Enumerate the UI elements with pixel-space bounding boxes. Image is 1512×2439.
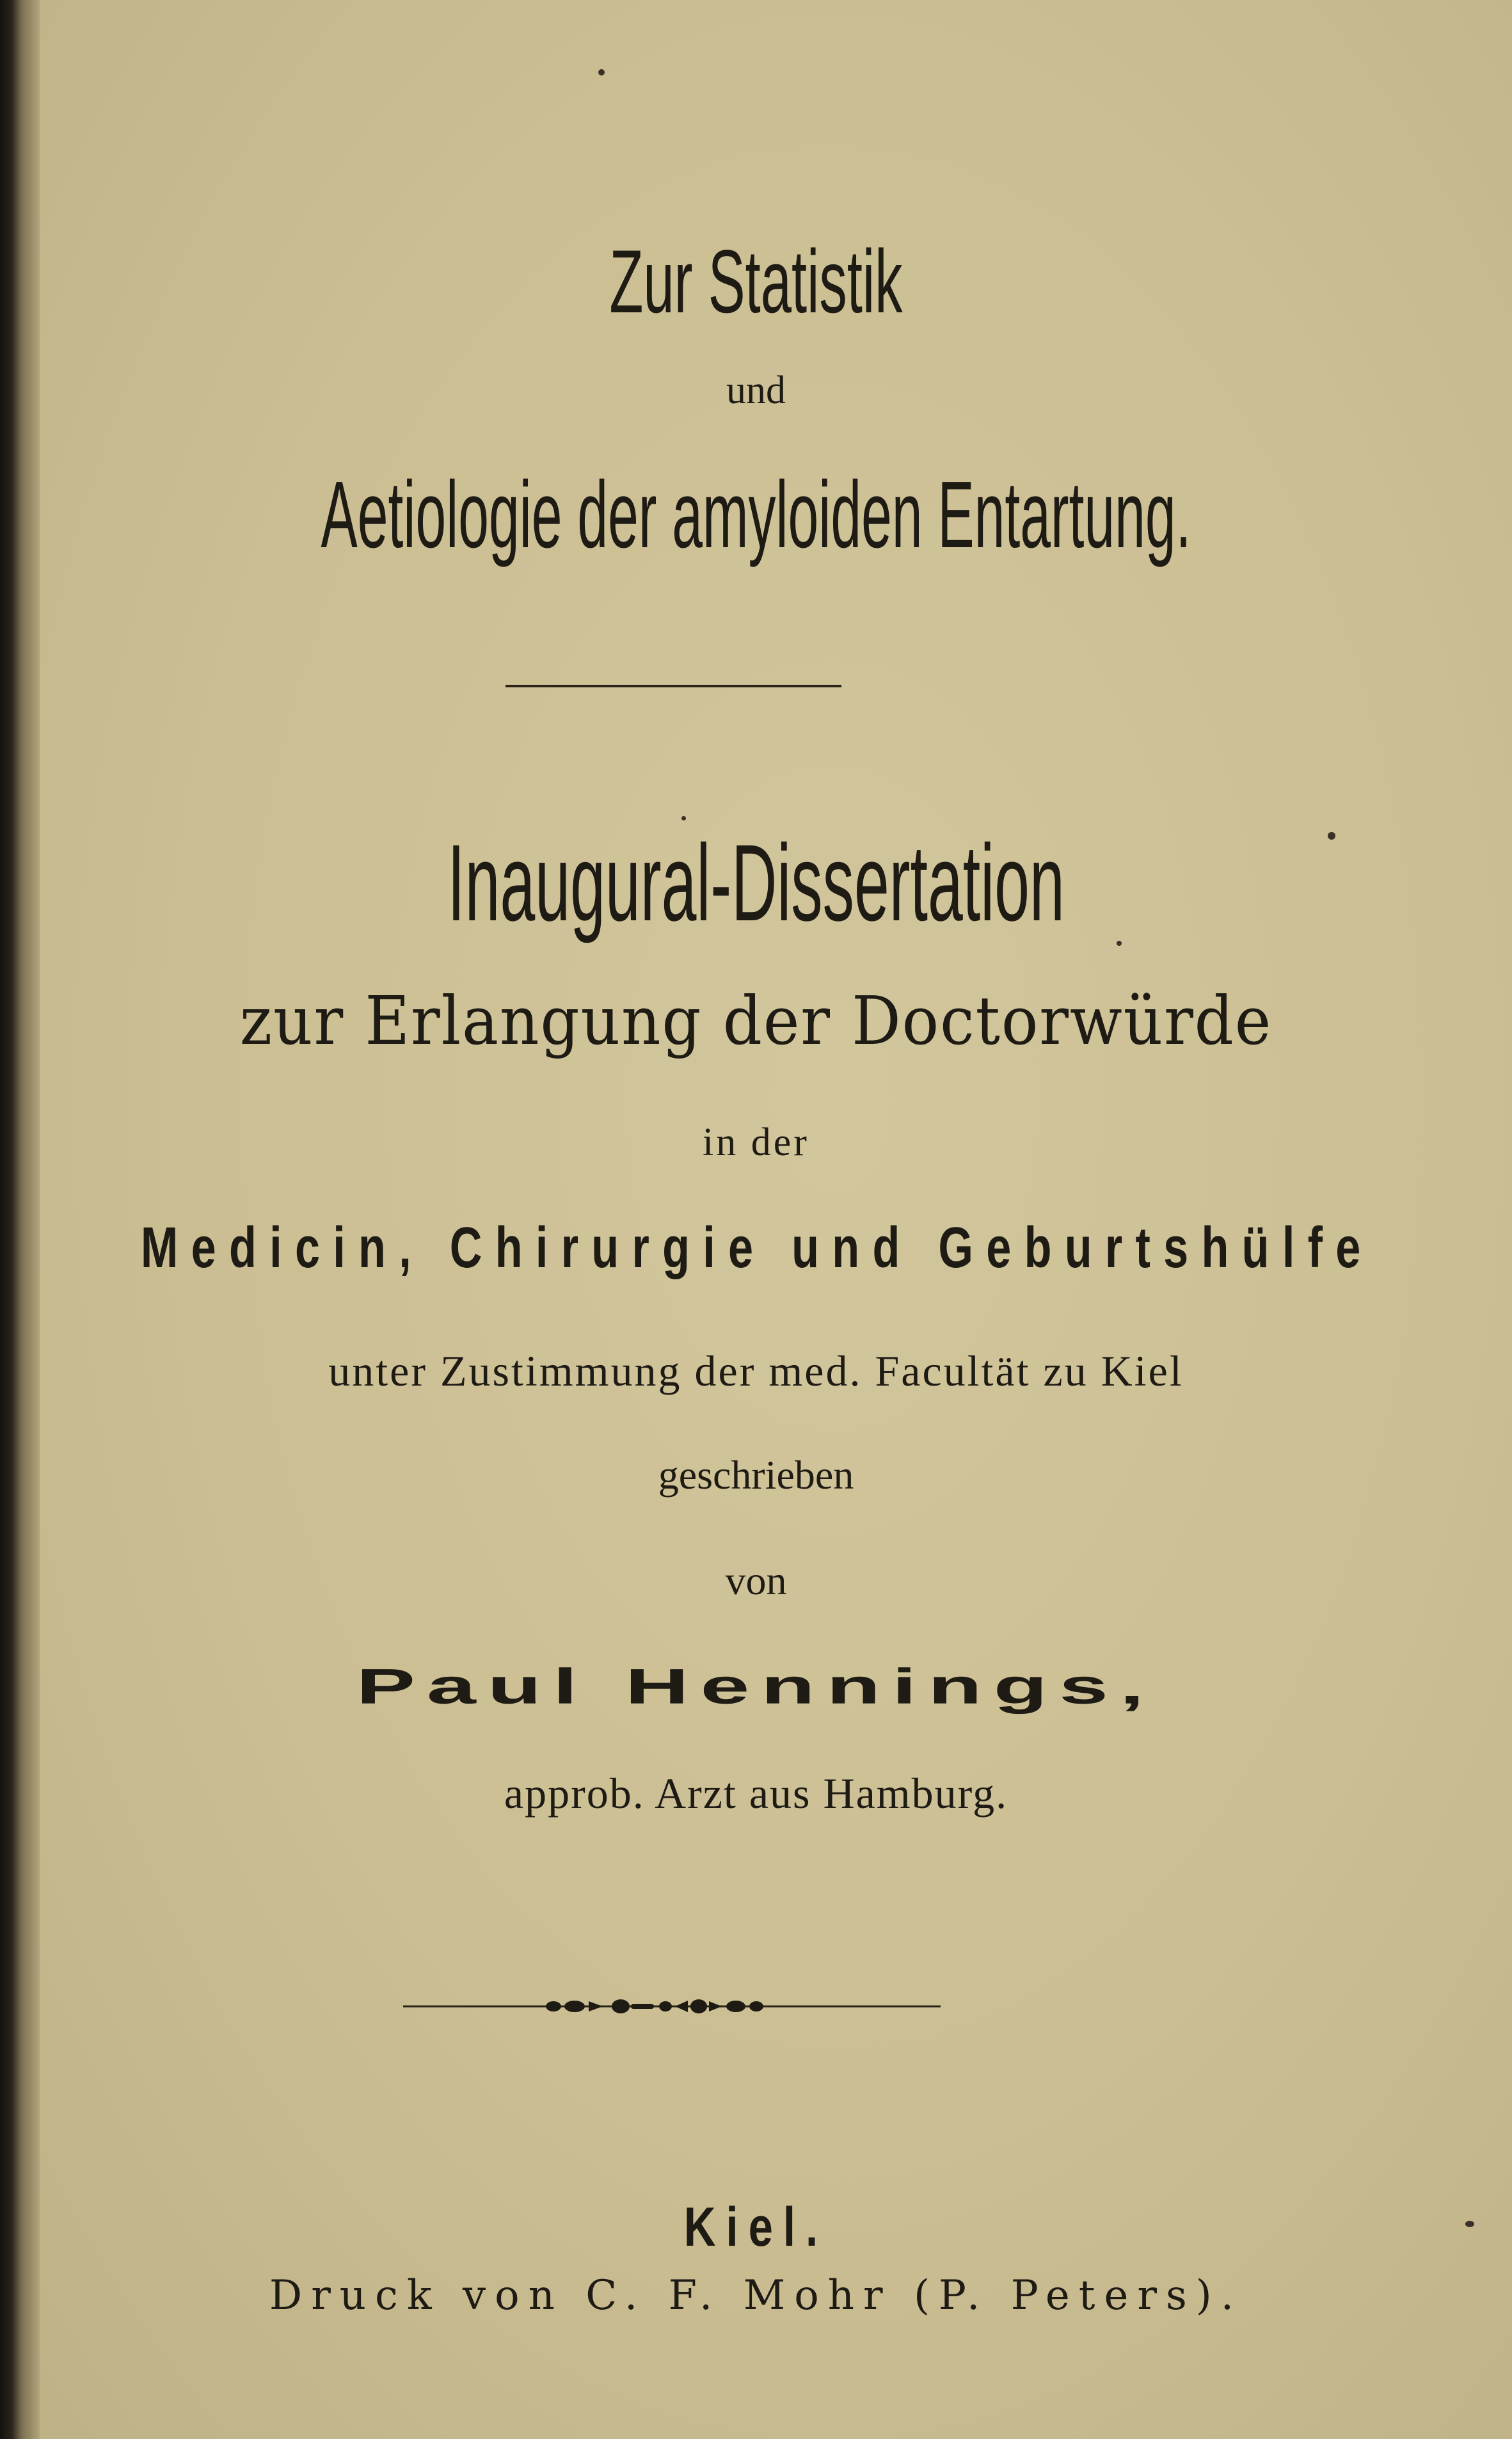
degree-purpose: zur Erlangung der Doctorwürde	[239, 982, 1273, 1060]
faculty-approval: unter Zustimmung der med. Facultät zu Kiel	[328, 1347, 1184, 1395]
title-conjunction: und	[726, 369, 786, 412]
by-label: von	[725, 1558, 787, 1603]
title-divider-rule	[505, 685, 841, 687]
paper-speck	[1465, 2221, 1474, 2227]
paper-speck	[1328, 832, 1335, 840]
dissertation-heading: Inaugural-Dissertation	[447, 822, 1065, 944]
written-label: geschrieben	[658, 1452, 854, 1498]
faculty-name: Medicin, Chirurgie und Geburtshülfe	[140, 1216, 1374, 1280]
imprint-city: Kiel.	[683, 2196, 829, 2258]
ornamental-rule	[403, 1994, 941, 2019]
author-credential: approb. Arzt aus Hamburg.	[504, 1769, 1008, 1818]
title-line-2: Aetiologie der amyloiden Entartung.	[321, 462, 1191, 568]
printer-imprint: Druck von C. F. Mohr (P. Peters).	[269, 2272, 1243, 2319]
in-der-text: in der	[703, 1121, 809, 1164]
author-name: Paul Hennings,	[356, 1658, 1156, 1715]
paper-speck	[598, 69, 605, 76]
title-line-1: Zur Statistik	[609, 231, 903, 332]
paper-speck	[681, 816, 686, 820]
paper-speck	[1117, 941, 1122, 946]
